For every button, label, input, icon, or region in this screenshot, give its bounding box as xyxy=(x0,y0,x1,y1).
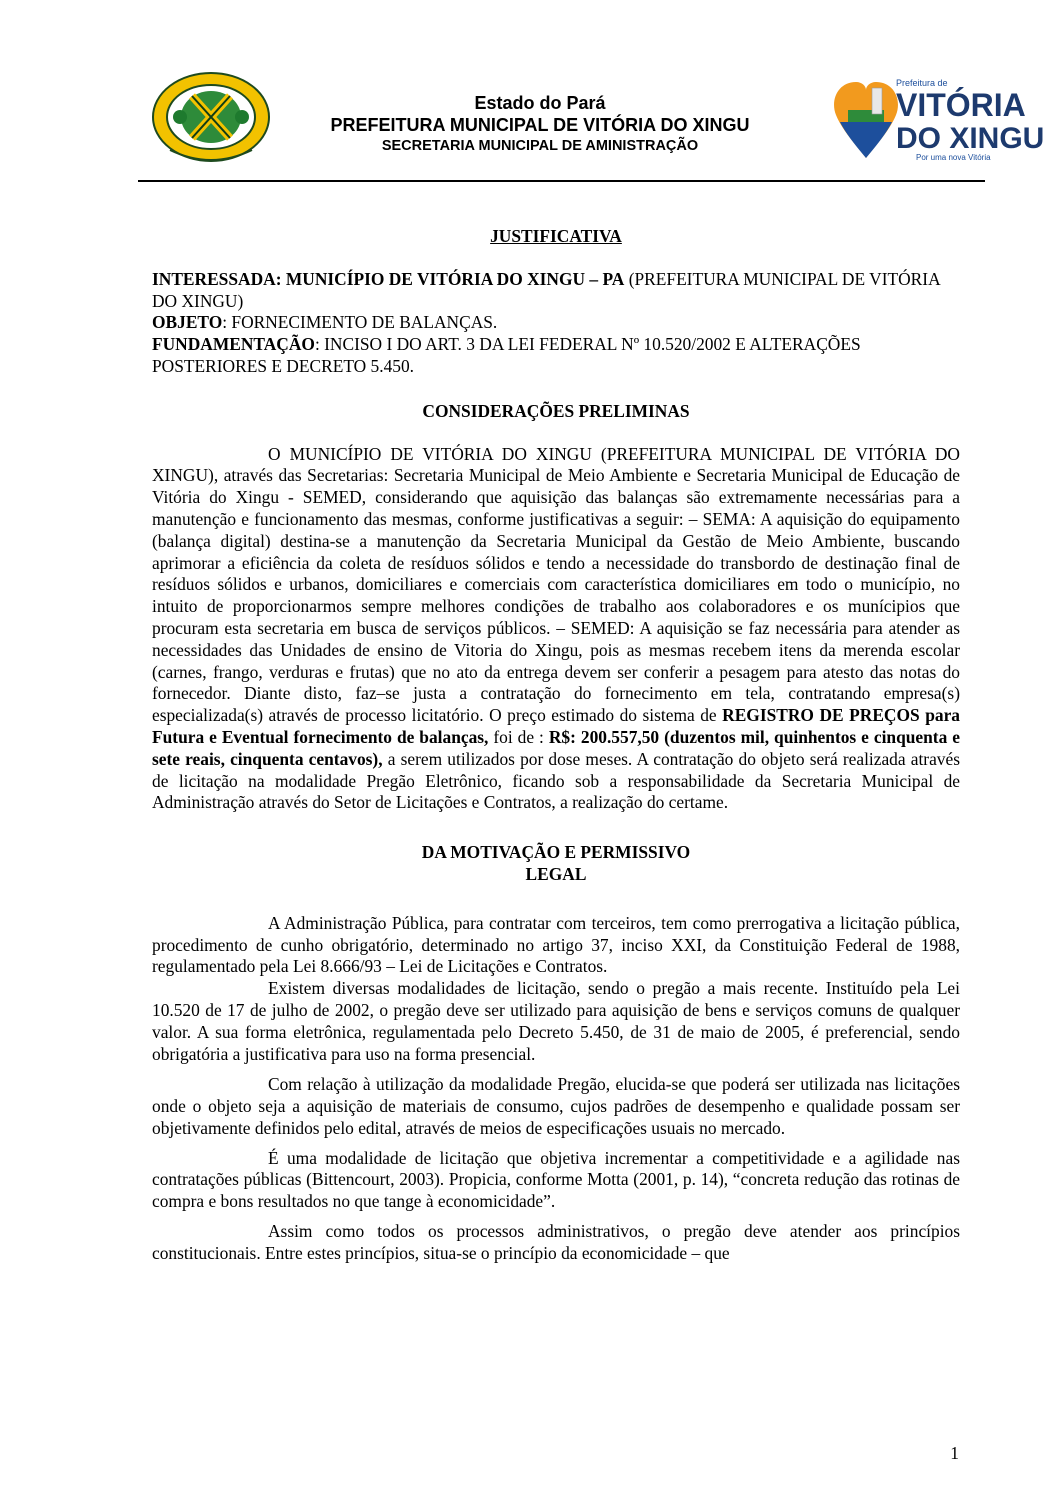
letterhead xyxy=(0,0,1059,190)
interessada-line: INTERESSADA: MUNICÍPIO DE VITÓRIA DO XINGU – PA (PREFEITURA MUNICIPAL DE VITÓRIA DO XINGU) xyxy=(152,268,940,311)
paragraph-modalidades: Existem diversas modalidades de licitação, sendo o pregão a mais recente. Instituído pela Lei 10.520 de 17 de julho de 2002, o pregão deve ser utilizado para aquisição de bens e serviços comuns de qualquer valor. A sua forma eletrônica, regulamentada pelo Decreto 5.450, de 31 de maio de 2005, é preferencial, sendo obrigatória a justificativa para uso na forma presencial. xyxy=(152,978,960,1064)
section-heading-preliminary: CONSIDERAÇÕES PRELIMINAS xyxy=(422,400,690,421)
logo-name-line2: DO XINGU xyxy=(896,122,1045,155)
header-divider xyxy=(138,180,985,182)
logo-name-line1: VITÓRIA xyxy=(896,87,1026,123)
paragraph-principios: Assim como todos os processos administrativos, o pregão deve atender aos princípios constitucionais. Entre estes princípios, situa-se o princípio da economicidade – que xyxy=(152,1221,960,1263)
letterhead-text xyxy=(270,92,810,156)
document-body xyxy=(152,226,960,1265)
logo-slogan: Por uma nova Vitória xyxy=(916,153,991,162)
paragraph-pregao-uso: Com relação à utilização da modalidade Pregão, elucida-se que poderá ser utilizada nas licitações onde o objeto seja a aquisição de materiais de consumo, cujos padrões de desempenho e qualidade possam ser objetivamente definidos pelo edital, através de meios de especificações usuais no mercado. xyxy=(152,1074,960,1138)
paragraph-administracao: A Administração Pública, para contratar com terceiros, tem como prerrogativa a licitação pública, procedimento de cunho obrigatório, determinado no artigo 37, inciso XXI, da Constituição Federal de 1988, regulamentado pela Lei 8.666/93 – Lei de Licitações e Contratos. xyxy=(152,912,960,977)
section-heading-motivation: DA MOTIVAÇÃO E PERMISSIVO LEGAL xyxy=(421,842,691,884)
vitoria-do-xingu-logo xyxy=(826,70,1045,165)
department-name: SECRETARIA MUNICIPAL DE AMINISTRAÇÃO xyxy=(381,138,699,154)
state-name: Estado do Pará xyxy=(474,93,606,113)
paragraph-preliminary: O MUNICÍPIO DE VITÓRIA DO XINGU (PREFEITURA MUNICIPAL DE VITÓRIA DO XINGU), através das Secretarias: Secretaria Municipal de Meio Ambiente e Secretaria Municipal de Educação de Vitória do Xingu - SEMED, considerando que aquisição das balanças são extremamente necessárias para a manutenção e funcionamento das mesmas, conforme justificativas a seguir: – SEMA: A aquisição do equipamento (balança digital) destina-se a manutenção da Secretaria Municipal da Gestão de Meio Ambiente, buscando aprimorar a eficiência da coleta de resíduos sólidos e tendo a necessidade do transbordo de destinação final de resíduos sólidos e urbanos, domiciliares e comerciais com característica domiciliares em todo o município, no intuito de proporcionarmos sempre melhores condições de trabalho aos colaboradores e os munícipios que procuram esta secretaria em busca de serviços públicos. – SEMED: A aquisição se faz necessária para atender as necessidades das Unidades de ensino de Vitoria do Xingu, pois as mesmas recebem itens da merenda escolar (carnes, frango, verduras e frutas) que no ato da entrega devem ser conferir a pesagem para atesto das notas do fornecedor. Diante disto, faz–se justa a contratação do fornecimento em tela, contratando empresa(s) especializada(s) através de processo licitatório. O preço estimado do sistema de REGISTRO DE PREÇOS para Futura e Eventual fornecimento de balanças, foi de : R$: 200.557,50 (duzentos mil, quinhentos e cinquenta e sete reais, cinquenta centavos), a serem utilizados por dose meses. A contratação do objeto será realizada através de licitação na modalidade Pregão Eletrônico, ficando sob a responsabilidade da Secretaria Municipal de Administração através do Setor de Licitações e Contratos, a realização do certame. xyxy=(152,443,960,813)
city-hall-name: PREFEITURA MUNICIPAL DE VITÓRIA DO XINGU xyxy=(330,115,750,135)
document-title: JUSTIFICATIVA xyxy=(490,226,622,246)
page-number: 1 xyxy=(950,1443,959,1463)
fundamentacao-value: : INCISO I DO ART. 3 DA LEI FEDERAL Nº 10.520/2002 E ALTERAÇÕES POSTERIORES E DECRETO 5.450. xyxy=(152,334,861,376)
fundamentacao-label: FUNDAMENTAÇÃO xyxy=(152,334,315,355)
fundamentacao-line xyxy=(152,334,960,378)
interessada-value: (PREFEITURA MUNICIPAL DE VITÓRIA DO XINGU) xyxy=(152,268,940,311)
objeto-value: : FORNECIMENTO DE BALANÇAS. xyxy=(222,312,498,333)
municipal-emblem-logo xyxy=(150,70,272,165)
paragraph-competitividade: É uma modalidade de licitação que objetiva incrementar a competitividade e a agilidade nas contratações públicas (Bittencourt, 2003). Propicia, conforme Motta (2001, p. 14), “concreta redução das rotinas de compra e bons resultados no que tange à economicidade”. xyxy=(152,1147,960,1212)
objeto-line xyxy=(152,312,960,334)
objeto-label: OBJETO xyxy=(152,312,223,333)
interessada-label: INTERESSADA xyxy=(152,268,276,289)
interessada-value-bold: MUNICÍPIO DE VITÓRIA DO XINGU – PA xyxy=(285,268,625,289)
document-metadata xyxy=(152,269,960,378)
logo-prefix-text: Prefeitura de xyxy=(896,78,948,88)
